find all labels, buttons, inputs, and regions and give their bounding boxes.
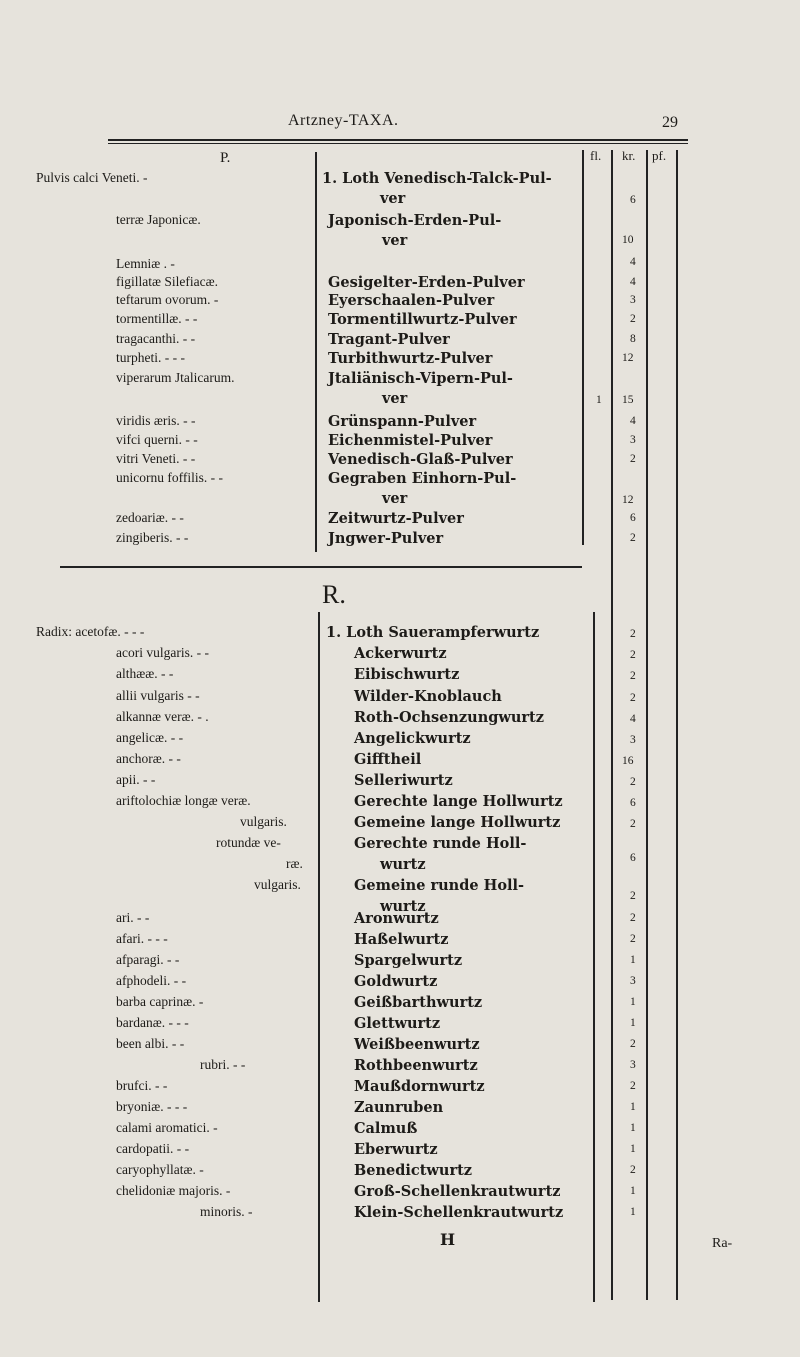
- price-kr: 6: [630, 797, 636, 809]
- german-term: Selleriwurtz: [354, 772, 453, 789]
- latin-term: Radix: acetofæ. - - -: [36, 624, 145, 639]
- price-kr: 1: [630, 1143, 636, 1155]
- german-term: ver: [382, 390, 408, 407]
- latin-term: zedoariæ. - -: [116, 510, 184, 525]
- latin-term: afari. - - -: [116, 931, 168, 946]
- latin-term: Lemniæ . -: [116, 256, 175, 271]
- latin-term: ariftolochiæ longæ veræ.: [116, 793, 251, 808]
- german-term: Weißbeenwurtz: [354, 1036, 480, 1053]
- price-kr: 1: [630, 954, 636, 966]
- latin-term: zingiberis. - -: [116, 530, 189, 545]
- german-term: wurtz: [380, 898, 426, 915]
- german-term: Klein-Schellenkrautwurtz: [354, 1204, 564, 1221]
- german-term: Glettwurtz: [354, 1015, 441, 1032]
- latin-term: chelidoniæ majoris. -: [116, 1183, 231, 1198]
- german-term: Gemeine lange Hollwurtz: [354, 814, 561, 831]
- german-term: ver: [382, 490, 408, 507]
- col-rule-fl-r: [593, 612, 595, 1302]
- german-term: Benedictwurtz: [354, 1162, 473, 1179]
- latin-term: vulgaris.: [254, 877, 301, 892]
- german-term: ver: [382, 232, 408, 249]
- latin-term: ræ.: [286, 856, 303, 871]
- german-term: Groß-Schellenkrautwurtz: [354, 1183, 561, 1200]
- latin-term: vifci querni. - -: [116, 432, 198, 447]
- price-kr: 4: [630, 276, 636, 288]
- german-term: Maußdornwurtz: [354, 1078, 485, 1095]
- price-kr: 2: [630, 1164, 636, 1176]
- latin-term: rubri. - -: [200, 1057, 246, 1072]
- latin-term: barba caprinæ. -: [116, 994, 204, 1009]
- latin-term: alkannæ veræ. - .: [116, 709, 209, 724]
- price-kr: 2: [630, 628, 636, 640]
- col-rule-mid: [315, 152, 317, 552]
- section-letter-p: P.: [220, 150, 231, 166]
- latin-term: calami aromatici. -: [116, 1120, 218, 1135]
- latin-term: teftarum ovorum. -: [116, 292, 219, 307]
- german-term: Eyerschaalen-Pulver: [328, 292, 495, 309]
- german-term: Eibischwurtz: [354, 666, 460, 683]
- header-rule-thin: [108, 143, 688, 144]
- latin-term: unicornu foffilis. - -: [116, 470, 223, 485]
- german-term: Ackerwurtz: [354, 645, 447, 662]
- col-head-kr: kr.: [622, 148, 636, 163]
- latin-term: terræ Japonicæ.: [116, 212, 201, 227]
- german-term: Rothbeenwurtz: [354, 1057, 478, 1074]
- col-rule-kr: [611, 150, 613, 1300]
- col-rule-pf: [646, 150, 648, 1300]
- latin-term: minoris. -: [200, 1204, 253, 1219]
- latin-term: bardanæ. - - -: [116, 1015, 189, 1030]
- german-term: Angelickwurtz: [354, 730, 471, 747]
- latin-term: ari. - -: [116, 910, 150, 925]
- price-kr: 12: [622, 352, 634, 364]
- german-term: Tragant-Pulver: [328, 331, 450, 348]
- price-kr: 2: [630, 818, 636, 830]
- german-term: Eberwurtz: [354, 1141, 438, 1158]
- latin-term: althææ. - -: [116, 666, 174, 681]
- section-letter-r: R.: [322, 580, 346, 609]
- german-term: Roth-Ochsenzungwurtz: [354, 709, 544, 726]
- german-term: Tormentillwurtz-Pulver: [328, 311, 517, 328]
- col-rule-right: [676, 150, 678, 1300]
- price-kr: 2: [630, 1080, 636, 1092]
- german-term: Jtaliänisch-Vipern-Pul-: [328, 370, 513, 387]
- latin-term: vulgaris.: [240, 814, 287, 829]
- price-kr: 6: [630, 194, 636, 206]
- price-kr: 1: [630, 1101, 636, 1113]
- price-kr: 2: [630, 649, 636, 661]
- price-kr: 1: [630, 1206, 636, 1218]
- latin-term: turpheti. - - -: [116, 350, 185, 365]
- german-term: Gegraben Einhorn-Pul-: [328, 470, 517, 487]
- latin-term: acori vulgaris. - -: [116, 645, 209, 660]
- latin-term: cardopatii. - -: [116, 1141, 190, 1156]
- latin-term: rotundæ ve-: [216, 835, 281, 850]
- price-kr: 2: [630, 776, 636, 788]
- col-head-pf: pf.: [652, 148, 667, 163]
- price-kr: 2: [630, 453, 636, 465]
- price-kr: 2: [630, 933, 636, 945]
- german-term: Calmuß: [354, 1120, 418, 1137]
- price-kr: 8: [630, 333, 636, 345]
- catchword: Ra-: [712, 1236, 733, 1251]
- latin-term: viperarum Jtalicarum.: [116, 370, 235, 385]
- german-term: Geißbarthwurtz: [354, 994, 483, 1011]
- price-kr: 3: [630, 734, 636, 746]
- german-term: Venedisch-Glaß-Pulver: [328, 451, 513, 468]
- german-term: Grünspann-Pulver: [328, 413, 477, 430]
- price-kr: 2: [630, 1038, 636, 1050]
- price-kr: 3: [630, 1059, 636, 1071]
- latin-term: anchoræ. - -: [116, 751, 181, 766]
- signature-mark: H: [440, 1230, 456, 1249]
- latin-term: caryophyllatæ. -: [116, 1162, 204, 1177]
- german-term: Wilder-Knoblauch: [354, 688, 502, 705]
- price-fl: 1: [596, 394, 602, 406]
- latin-term: figillatæ Silefiacæ.: [116, 274, 218, 289]
- header-rule: [108, 139, 688, 141]
- german-term: Eichenmistel-Pulver: [328, 432, 493, 449]
- price-kr: 4: [630, 415, 636, 427]
- german-term: Gerechte lange Hollwurtz: [354, 793, 563, 810]
- page-number: 29: [662, 114, 678, 131]
- latin-term: vitri Veneti. - -: [116, 451, 196, 466]
- german-term: Goldwurtz: [354, 973, 438, 990]
- german-term: Spargelwurtz: [354, 952, 463, 969]
- section-divider: [60, 566, 582, 568]
- price-kr: 1: [630, 1122, 636, 1134]
- col-rule-mid-r: [318, 612, 320, 1302]
- price-kr: 1: [630, 996, 636, 1008]
- german-term: Gesigelter-Erden-Pulver: [328, 274, 525, 291]
- latin-term: been albi. - -: [116, 1036, 185, 1051]
- price-kr: 15: [622, 394, 634, 406]
- latin-term: viridis æris. - -: [116, 413, 196, 428]
- price-kr: 2: [630, 890, 636, 902]
- price-kr: 3: [630, 975, 636, 987]
- german-term: Turbithwurtz-Pulver: [328, 350, 493, 367]
- latin-term: allii vulgaris - -: [116, 688, 200, 703]
- german-term: 1. Loth Sauerampferwurtz: [326, 624, 540, 641]
- latin-term: afphodeli. - -: [116, 973, 187, 988]
- german-term: Gifftheil: [354, 751, 422, 768]
- latin-term: Pulvis calci Veneti. -: [36, 170, 148, 185]
- price-kr: 4: [630, 256, 636, 268]
- german-term: wurtz: [380, 856, 426, 873]
- german-term: Zeitwurtz-Pulver: [328, 510, 464, 527]
- latin-term: apii. - -: [116, 772, 156, 787]
- price-kr: 16: [622, 755, 634, 767]
- german-term: Gemeine runde Holl-: [354, 877, 525, 894]
- price-kr: 10: [622, 234, 634, 246]
- price-kr: 4: [630, 713, 636, 725]
- price-kr: 1: [630, 1017, 636, 1029]
- page-header-title: Artzney-TAXA.: [288, 112, 399, 129]
- german-term: Japonisch-Erden-Pul-: [328, 212, 502, 229]
- latin-term: tragacanthi. - -: [116, 331, 196, 346]
- price-kr: 6: [630, 512, 636, 524]
- latin-term: afparagi. - -: [116, 952, 180, 967]
- german-term: Gerechte runde Holl-: [354, 835, 527, 852]
- german-term: 1. Loth Venedisch-Talck-Pul-: [322, 170, 552, 187]
- german-term: Aronwurtz: [354, 910, 439, 927]
- latin-term: angelicæ. - -: [116, 730, 184, 745]
- price-kr: 2: [630, 692, 636, 704]
- latin-term: brufci. - -: [116, 1078, 168, 1093]
- price-kr: 12: [622, 494, 634, 506]
- price-kr: 3: [630, 294, 636, 306]
- col-rule-fl: [582, 150, 584, 545]
- price-kr: 2: [630, 313, 636, 325]
- price-kr: 3: [630, 434, 636, 446]
- price-kr: 6: [630, 852, 636, 864]
- price-kr: 2: [630, 912, 636, 924]
- latin-term: tormentillæ. - -: [116, 311, 198, 326]
- german-term: Zaunruben: [354, 1099, 444, 1116]
- price-kr: 2: [630, 670, 636, 682]
- price-kr: 2: [630, 532, 636, 544]
- german-term: Jngwer-Pulver: [328, 530, 444, 547]
- german-term: Haßelwurtz: [354, 931, 449, 948]
- col-head-fl: fl.: [590, 148, 602, 163]
- latin-term: bryoniæ. - - -: [116, 1099, 188, 1114]
- german-term: ver: [380, 190, 406, 207]
- price-kr: 1: [630, 1185, 636, 1197]
